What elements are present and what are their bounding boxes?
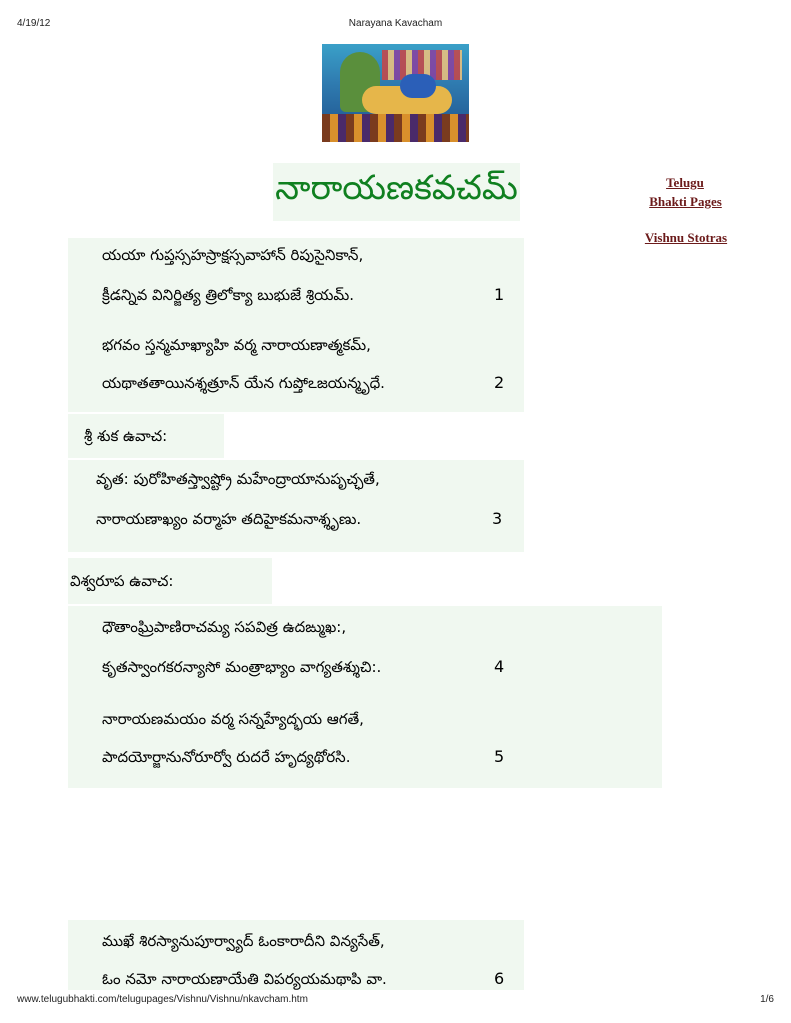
print-title: Narayana Kavacham	[348, 18, 443, 29]
print-date: 4/19/12	[17, 18, 51, 29]
verse-number-6: 6	[494, 969, 505, 988]
verse-block-1	[68, 238, 524, 412]
verse-3-line-a: వృత: పురోహితస్త్వాష్ట్రో మహేంద్రాయానుపృచ్ఛతే,	[96, 470, 380, 488]
verse-2-line-b: యథాతతాయినశ్శత్రూన్ యేన గుప్తోఽజయన్మృధే.	[102, 374, 385, 392]
page-title-box	[273, 163, 520, 221]
verse-number-1: 1	[494, 285, 505, 304]
speaker-block-2	[68, 558, 272, 604]
speaker-block-1	[68, 414, 224, 458]
print-page-number: 1/6	[760, 994, 774, 1005]
verse-4-line-b: కృతస్వాంగకరన్యాసో మంత్రాభ్యాం వాగ్యతశ్శుచి:.	[102, 658, 382, 676]
page-title: నారాయణకవచమ్	[275, 168, 518, 208]
verse-block-3	[68, 460, 524, 552]
banner-base	[322, 114, 469, 142]
verse-4-line-a: ధౌతాంఘ్రిపాణిరాచమ్య సపవిత్ర ఉదఙ్ముఖ:,	[102, 618, 347, 636]
banner-deity	[400, 74, 436, 98]
verse-block-4	[68, 606, 662, 788]
verse-2-line-a: భగవం స్తన్మమాఖ్యాహి వర్మ నారాయణాత్మకమ్,	[102, 336, 371, 354]
verse-6-line-a: ముఖే శిరస్యానుపూర్వ్యాద్ ఓంకారాదీని విన్యసేత్,	[102, 932, 385, 950]
verse-5-line-b: పాదయోర్జానునోరూర్వో రుదరే హృద్యథోరసి.	[102, 748, 351, 766]
verse-5-line-a: నారాయణమయం వర్మ సన్నహ్యేద్భయ ఆగతే,	[102, 710, 364, 728]
verse-3-line-b: నారాయణాఖ్యం వర్మాహ తదిహైకమనాశ్శృణు.	[96, 510, 362, 528]
verse-number-4: 4	[494, 657, 505, 676]
print-url: www.telugubhakti.com/telugupages/Vishnu/Vishnu/nkavcham.htm	[17, 994, 308, 1005]
verse-number-5: 5	[494, 747, 505, 766]
verse-1-line-a: యయా గుప్తస్సహస్రాక్షస్సవాహాన్ రిపుసైనికాన్,	[102, 246, 364, 264]
link-bhakti-pages[interactable]: Bhakti Pages	[649, 194, 722, 209]
speaker-shuka: శ్రీ శుక ఉవాచ:	[84, 427, 168, 445]
verse-1-line-b: క్రీడన్నివ వినిర్జిత్య త్రిలోక్యా బుభుజే శ్రియమ్.	[102, 286, 355, 304]
speaker-vishvarupa: విశ్వరూప ఉవాచ:	[70, 572, 174, 590]
link-telugu[interactable]: Telugu	[666, 175, 704, 190]
verse-6-line-b: ఓం నమో నారాయణాయేతి విపర్యయమథాపి వా.	[102, 970, 387, 988]
verse-number-2: 2	[494, 373, 505, 392]
vishnu-banner-image	[322, 44, 469, 142]
link-vishnu-stotras[interactable]: Vishnu Stotras	[644, 230, 728, 245]
verse-block-6	[68, 920, 524, 990]
verse-number-3: 3	[492, 509, 503, 528]
